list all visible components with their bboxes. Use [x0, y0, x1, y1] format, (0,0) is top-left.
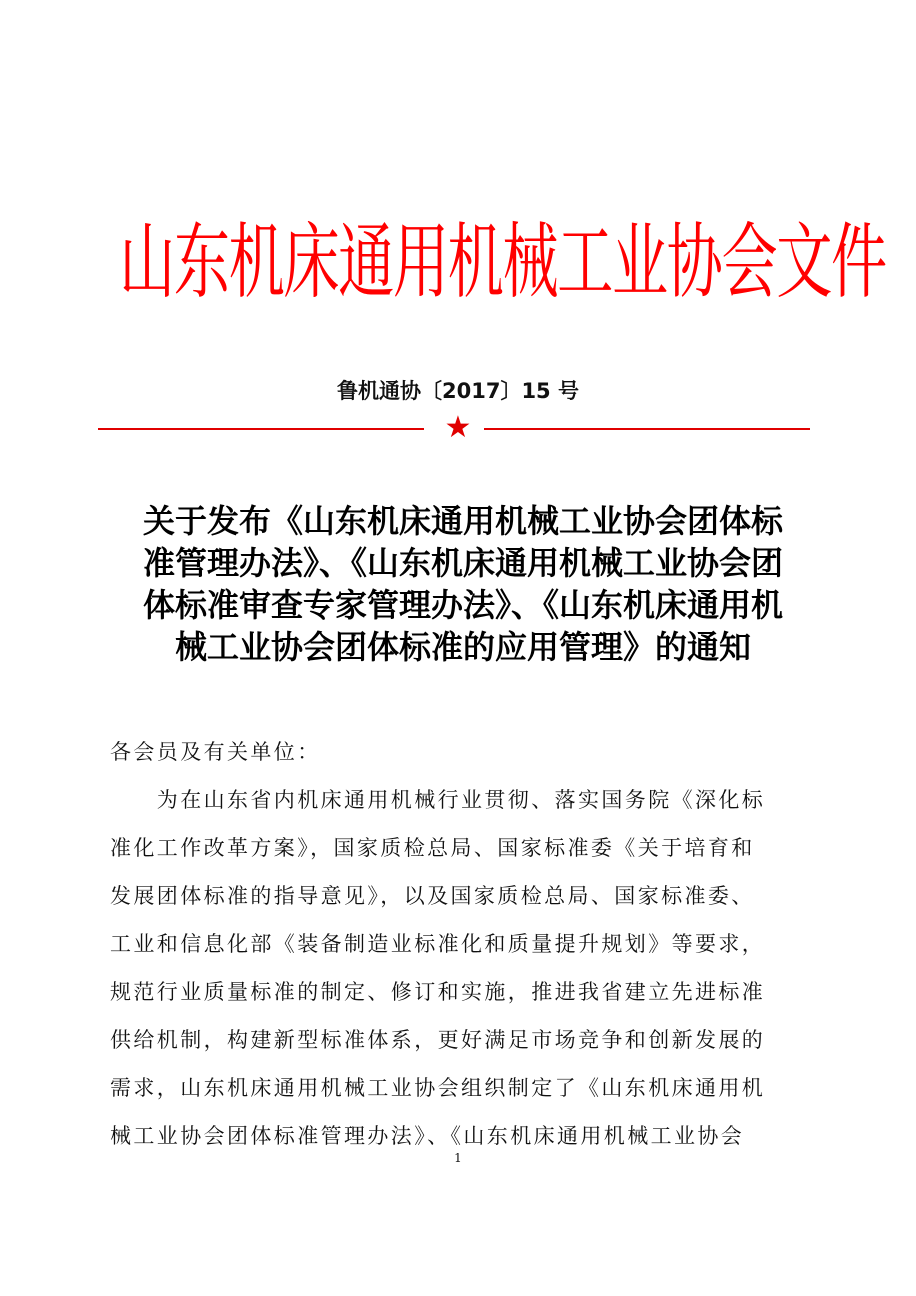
body-line: 准化工作改革方案》，国家质检总局、国家标准委《关于培育和	[110, 836, 755, 860]
header-divider-right	[484, 428, 810, 430]
document-header-title: 山东机床通用机械工业协会文件	[119, 213, 886, 310]
notice-title-line: 准管理办法》、《山东机床通用机械工业协会团	[142, 544, 783, 582]
body-line: 工业和信息化部《装备制造业标准化和质量提升规划》等要求，	[110, 932, 766, 956]
star-icon: ★	[444, 410, 472, 445]
body-line: 械工业协会团体标准管理办法》、《山东机床通用机械工业协会	[110, 1124, 745, 1148]
notice-title	[118, 500, 808, 668]
body-line: 为在山东省内机床通用机械行业贯彻、落实国务院《深化标	[110, 788, 766, 812]
notice-body	[110, 728, 810, 1160]
notice-title-line: 体标准审查专家管理办法》、《山东机床通用机	[142, 586, 783, 624]
body-line: 发展团体标准的指导意见》，以及国家质检总局、国家标准委、	[110, 884, 755, 908]
notice-title-line: 械工业协会团体标准的应用管理》的通知	[174, 628, 751, 666]
header-divider-left	[98, 428, 424, 430]
page-number: 1	[454, 1151, 462, 1165]
notice-title-line: 关于发布《山东机床通用机械工业协会团体标	[142, 502, 783, 540]
body-line: 规范行业质量标准的制定、修订和实施，推进我省建立先进标准	[110, 980, 766, 1004]
document-number: 鲁机通协〔2017〕15 号	[337, 379, 579, 403]
salutation: 各会员及有关单位：	[110, 740, 321, 764]
body-line: 供给机制，构建新型标准体系，更好满足市场竞争和创新发展的	[110, 1028, 766, 1052]
body-line: 需求，山东机床通用机械工业协会组织制定了《山东机床通用机	[110, 1076, 766, 1100]
